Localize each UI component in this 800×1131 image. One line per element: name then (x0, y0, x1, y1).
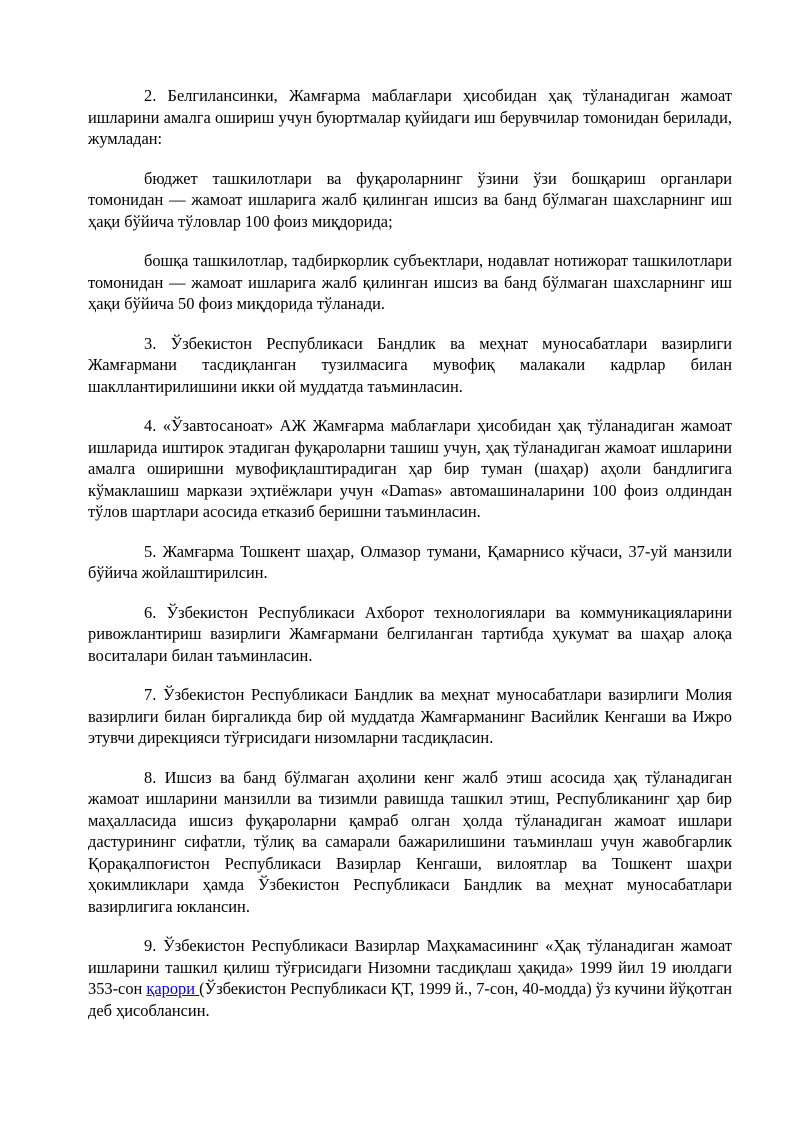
paragraph-9-text-before: 9. Ўзбекистон Республикаси Вазирлар Маҳкамасининг «Ҳақ тўланадиган жамоат ишларини ташкил қилиш тўғрисидаги Низомни тасдиқлаш ҳақида» 1999 йил 19 июлдаги 353-сон (88, 936, 732, 998)
paragraph-2: 2. Белгилансинки, Жамғарма маблағлари ҳисобидан ҳақ тўланадиган жамоат ишларини амалга ошириш учун буюртмалар қуйидаги иш берувчилар томонидан берилади, жумладан: (88, 86, 732, 148)
paragraph-8: 8. Ишсиз ва банд бўлмаган аҳолини кенг жалб этиш асосида ҳақ тўланадиган жамоат ишларини манзилли ва тизимли равишда ташкил этиш, Республиканинг ҳар бир маҳалласида ишсиз фуқароларни қамраб олган ҳолда тўланадиган жамоат ишлари дастурининг сифатли, тўлиқ ва самарали бажарилишини таъминлаш учун жавобгарлик Қорақалпоғистон Республикаси Вазирлар Кенгаши, вилоятлар ва Тошкент шаҳри ҳокимликлари ҳамда Ўзбекистон Республикаси Бандлик ва меҳнат муносабатлари вазирлигига юклансин. (88, 767, 732, 916)
paragraph-6: 6. Ўзбекистон Республикаси Ахборот технологиялари ва коммуникацияларини ривожлантириш вазирлиги Жамғармани белгиланган тартибда ҳукумат ва шаҳар алоқа воситалари билан таъминласин. (88, 602, 732, 665)
resolution-link[interactable]: қарори (146, 979, 200, 998)
paragraph-9-text-after: (Ўзбекистон Республикаси ҚТ, 1999 й., 7-сон, 40-модда) ўз кучини йўқотган деб ҳисоблансин. (88, 979, 732, 1020)
paragraph-2-budget: бюджет ташкилотлари ва фуқароларнинг ўзини ўзи бошқариш органлари томонидан — жамоат ишларига жалб қилинган ишсиз ва банд бўлмаган шахсларнинг иш ҳақи бўйича тўловлар 100 фоиз миқдорида; (88, 168, 732, 231)
paragraph-5: 5. Жамғарма Тошкент шаҳар, Олмазор тумани, Қамарнисо кўчаси, 37-уй манзили бўйича жойлаштирилсин. (88, 541, 732, 582)
paragraph-3: 3. Ўзбекистон Республикаси Бандлик ва меҳнат муносабатлари вазирлиги Жамғармани тасдиқланган тузилмасига мувофиқ малакали кадрлар билан шакллантирилишини икки ой муддатда таъминласин. (88, 333, 732, 396)
paragraph-4: 4. «Ўзавтосаноат» АЖ Жамғарма маблағлари ҳисобидан ҳақ тўланадиган жамоат ишларида иштирок этадиган фуқароларни ташиш учун, ҳақ тўланадиган жамоат ишларини амалга оширишни мувофиқлаштирадиган ҳар бир туман (шаҳар) аҳоли бандлигига кўмаклашиш маркази эҳтиёжлари учун «Damas» автомашиналарини 100 фоиз олдиндан тўлов шартлари асосида етказиб беришни таъминласин. (88, 416, 732, 521)
paragraph-2-other: бошқа ташкилотлар, тадбиркорлик субъектлари, нодавлат нотижорат ташкилотлари томонидан — жамоат ишларига жалб қилинган ишсиз ва банд бўлмаган шахсларнинг иш ҳақи бўйича 50 фоиз миқдорида тўланади. (88, 251, 732, 313)
paragraph-7: 7. Ўзбекистон Республикаси Бандлик ва меҳнат муносабатлари вазирлиги Молия вазирлиги билан биргаликда бир ой муддатда Жамғарманинг Васийлик Кенгаши ва Ижро этувчи дирекцияси тўғрисидаги низомларни тасдиқласин. (88, 685, 732, 747)
paragraph-9 (88, 935, 732, 1021)
